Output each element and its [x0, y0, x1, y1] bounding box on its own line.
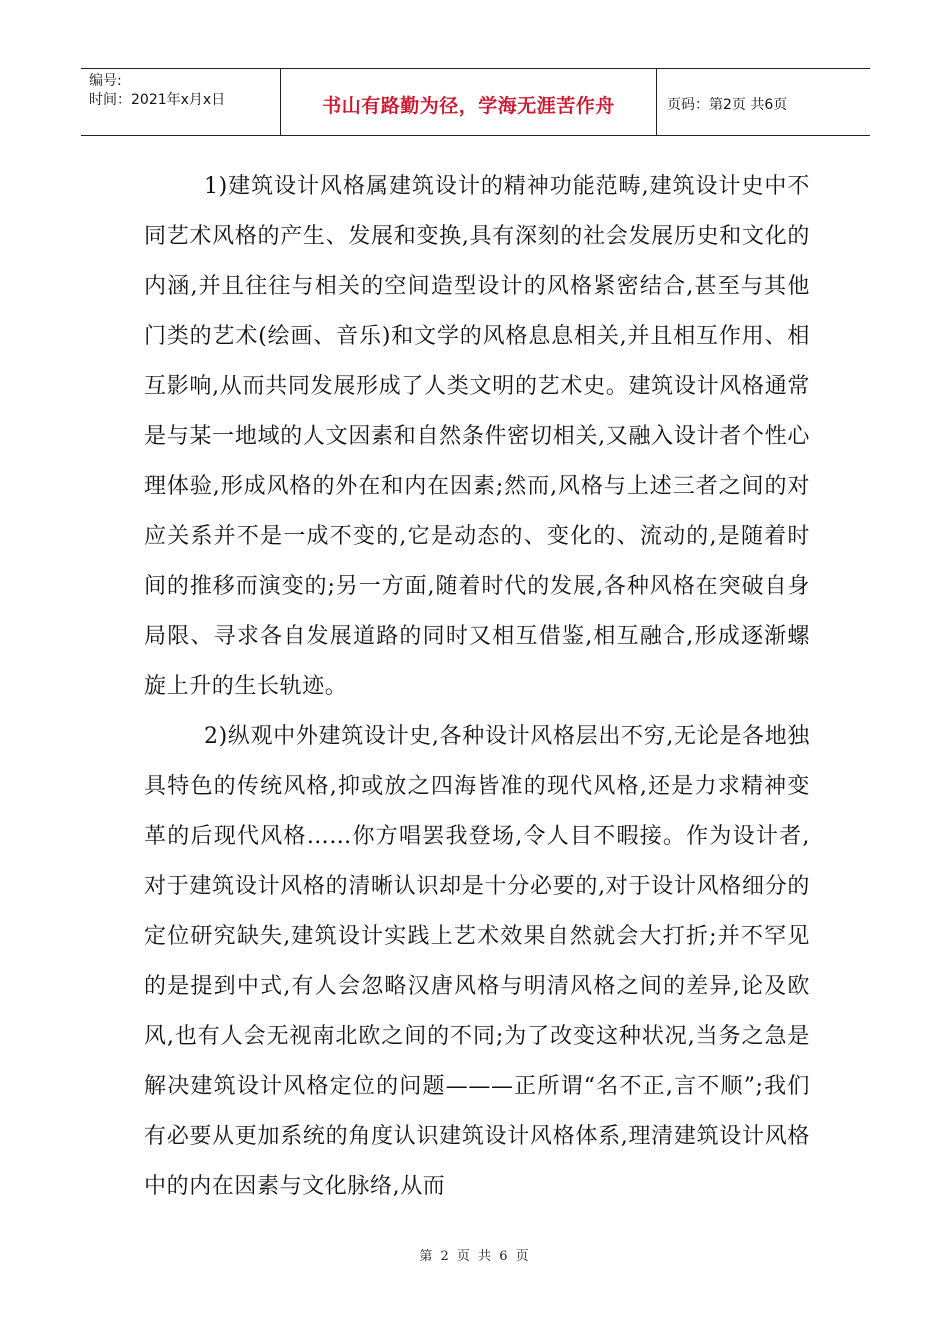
document-body [144, 162, 810, 1212]
footer-page-number: 第 2 页 共 6 页 [419, 1249, 531, 1264]
body-paragraph-1: 1)建筑设计风格属建筑设计的精神功能范畴,建筑设计史中不同艺术风格的产生、发展和变换,具有深刻的社会发展历史和文化的内涵,并且往往与相关的空间造型设计的风格紧密结合,甚至与其他门类的艺术(绘画、音乐)和文学的风格息息相关,并且相互作用、相互影响,从而共同发展形成了人类文明的艺术史。建筑设计风格通常是与某一地域的人文因素和自然条件密切相关,又融入设计者个性心理体验,形成风格的外在和内在因素;然而,风格与上述三者之间的对应关系并不是一成不变的,它是动态的、变化的、流动的,是随着时间的推移而演变的;另一方面,随着时代的发展,各种风格在突破自身局限、寻求各自发展道路的同时又相互借鉴,相互融合,形成逐渐螺旋上升的生长轨迹。 [144, 174, 810, 699]
header-motto: 书山有路勤为径，学海无涯苦作舟 [322, 94, 615, 117]
page-footer [0, 1245, 950, 1264]
body-paragraph-2: 2)纵观中外建筑设计史,各种设计风格层出不穷,无论是各地独具特色的传统风格,抑或放之四海皆准的现代风格,还是力求精神变革的后现代风格……你方唱罢我登场,令人目不暇接。作为设计者,对于建筑设计风格的清晰认识却是十分必要的,对于设计风格细分的定位研究缺失,建筑设计实践上艺术效果自然就会大打折;并不罕见的是提到中式,有人会忽略汉唐风格与明清风格之间的差异,论及欧风,也有人会无视南北欧之间的不同;为了改变这种状况,当务之急是解决建筑设计风格定位的问题———正所谓“名不正,言不顺”;我们有必要从更加系统的角度认识建筑设计风格体系,理清建筑设计风格中的内在因素与文化脉络,从而 [144, 724, 810, 1199]
header-page-code: 页码：第2页 共6页 [667, 97, 788, 113]
header-page-cell [657, 69, 870, 135]
header-meta-cell [81, 69, 281, 135]
document-time-label: 时间：2021年x月x日 [89, 92, 226, 108]
document-header [81, 68, 870, 136]
header-motto-cell [281, 69, 657, 135]
document-number-label: 编号: [89, 73, 122, 89]
